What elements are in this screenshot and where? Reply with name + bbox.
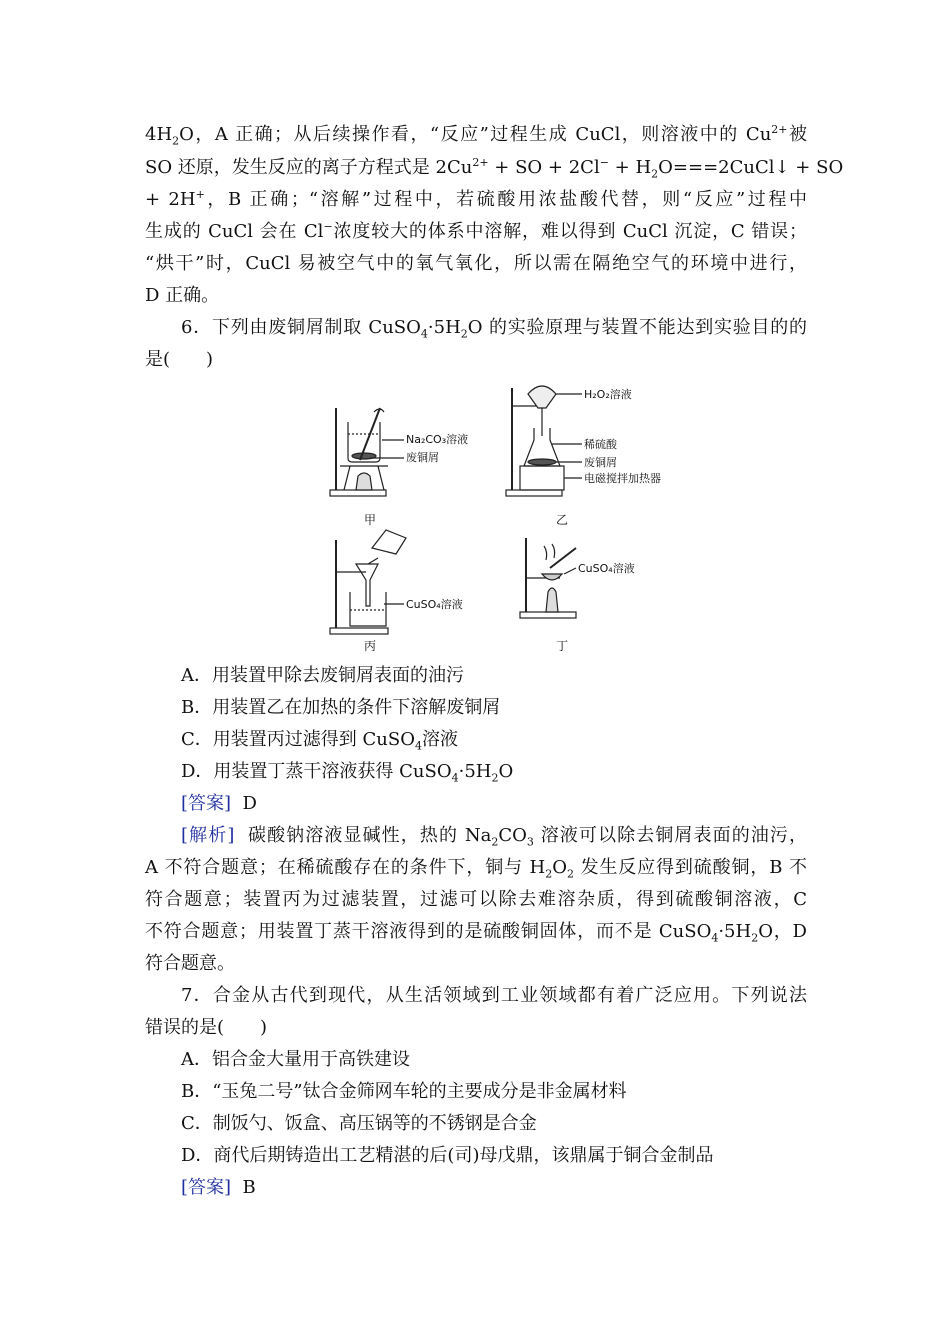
apparatus-ding (520, 538, 576, 618)
apparatus-jia (330, 408, 404, 496)
q7-answer: [答案] B (181, 1177, 256, 1198)
q6-explain-line-1: [解析] 碳酸钠溶液显碱性，热的 $Na_2CO_3$ 溶液可以除去铜屑表面的油污， (181, 825, 807, 849)
q6-option-a: A．用装置甲除去废铜屑表面的油污 (181, 665, 464, 686)
q7-option-b: B．“玉兔二号”钛合金筛网车轮的主要成分是非金属材料 (181, 1081, 627, 1102)
caption-bing: 丙 (364, 639, 377, 653)
q6-option-d: D．用装置丁蒸干溶液获得 $CuSO_4\cdot 5H_2O$ (181, 761, 514, 785)
solution5-line-3: + 2H+，B 正确；“溶解”过程中，若硫酸用浓盐酸代替，则“反应”过程中 (145, 188, 807, 210)
apparatus-bing (330, 530, 406, 634)
q6-stem-line-1: 6．下列由废铜屑制取 $CuSO_4\cdot 5H_2O$ 的实验原理与装置不能达到实验目的的 (181, 317, 807, 341)
caption-ding: 丁 (556, 639, 569, 653)
ding-label-solution: CuSO₄溶液 (578, 562, 635, 575)
jia-label-solution: Na₂CO₃溶液 (406, 433, 469, 446)
q6-explain-line-3: 符合题意；装置丙为过滤装置，过滤可以除去难溶杂质，得到硫酸铜溶液，C (145, 889, 807, 910)
solution5-line-6: D 正确。 (145, 285, 220, 306)
caption-jia: 甲 (364, 513, 377, 527)
yi-label-acid: 稀硫酸 (584, 438, 617, 451)
jia-label-scrap: 废铜屑 (406, 451, 439, 464)
q6-stem-line-2: 是( ) (145, 349, 214, 370)
q6-explain-line-4: 不符合题意；用装置丁蒸干溶液得到的是硫酸铜固体，而不是 $CuSO_4\cdot 5H_2O$，D (145, 921, 807, 945)
q6-answer: [答案] D (181, 793, 257, 814)
q7-option-c: C．制饭勺、饭盒、高压锅等的不锈钢是合金 (181, 1113, 537, 1134)
q7-option-a: A．铝合金大量用于高铁建设 (181, 1049, 410, 1070)
solution5-line-5: “烘干”时，CuCl 易被空气中的氧气氧化，所以需在隔绝空气的环境中进行， (145, 253, 807, 274)
answer-tag: [答案] (181, 1177, 232, 1198)
explain-tag: [解析] (181, 825, 235, 846)
q7-stem-line-1: 7．合金从古代到现代，从生活领域到工业领域都有着广泛应用。下列说法 (181, 985, 807, 1006)
solution5-line-2: SO 还原，发生反应的离子方程式是 $2Cu^{2+}$ + SO + $2Cl^- + H_2O===2CuCl↓$ + SO (145, 156, 844, 181)
bing-label-solution: CuSO₄溶液 (406, 598, 463, 611)
yi-label-stirrer: 电磁搅拌加热器 (584, 472, 661, 485)
solution5-line-1: $4H_2O$，A 正确；从后续操作看，“反应”过程生成 CuCl，则溶液中的 $Cu^{2+}$被 (145, 123, 808, 148)
q6-explain-line-5: 符合题意。 (145, 953, 235, 974)
solution5-line-4: 生成的 CuCl 会在 Cl−浓度较大的体系中溶解，难以得到 CuCl 沉淀，C 错误； (145, 220, 807, 242)
q7-option-d: D．商代后期铸造出工艺精湛的后(司)母戊鼎，该鼎属于铜合金制品 (181, 1145, 714, 1166)
apparatus-figure (320, 378, 680, 654)
answer-tag: [答案] (181, 793, 232, 814)
caption-yi: 乙 (556, 513, 569, 527)
apparatus-yi (506, 386, 582, 496)
yi-label-h2o2: H₂O₂溶液 (584, 388, 632, 401)
q6-explain-line-2: A 不符合题意；在稀硫酸存在的条件下，铜与 $H_2O_2$ 发生反应得到硫酸铜，B 不 (145, 857, 808, 881)
q7-stem-line-2: 错误的是( ) (145, 1017, 268, 1038)
q6-option-c: C．用装置丙过滤得到 CuSO$_4$溶液 (181, 729, 458, 753)
yi-label-scrap: 废铜屑 (584, 456, 617, 469)
q6-option-b: B．用装置乙在加热的条件下溶解废铜屑 (181, 697, 501, 718)
